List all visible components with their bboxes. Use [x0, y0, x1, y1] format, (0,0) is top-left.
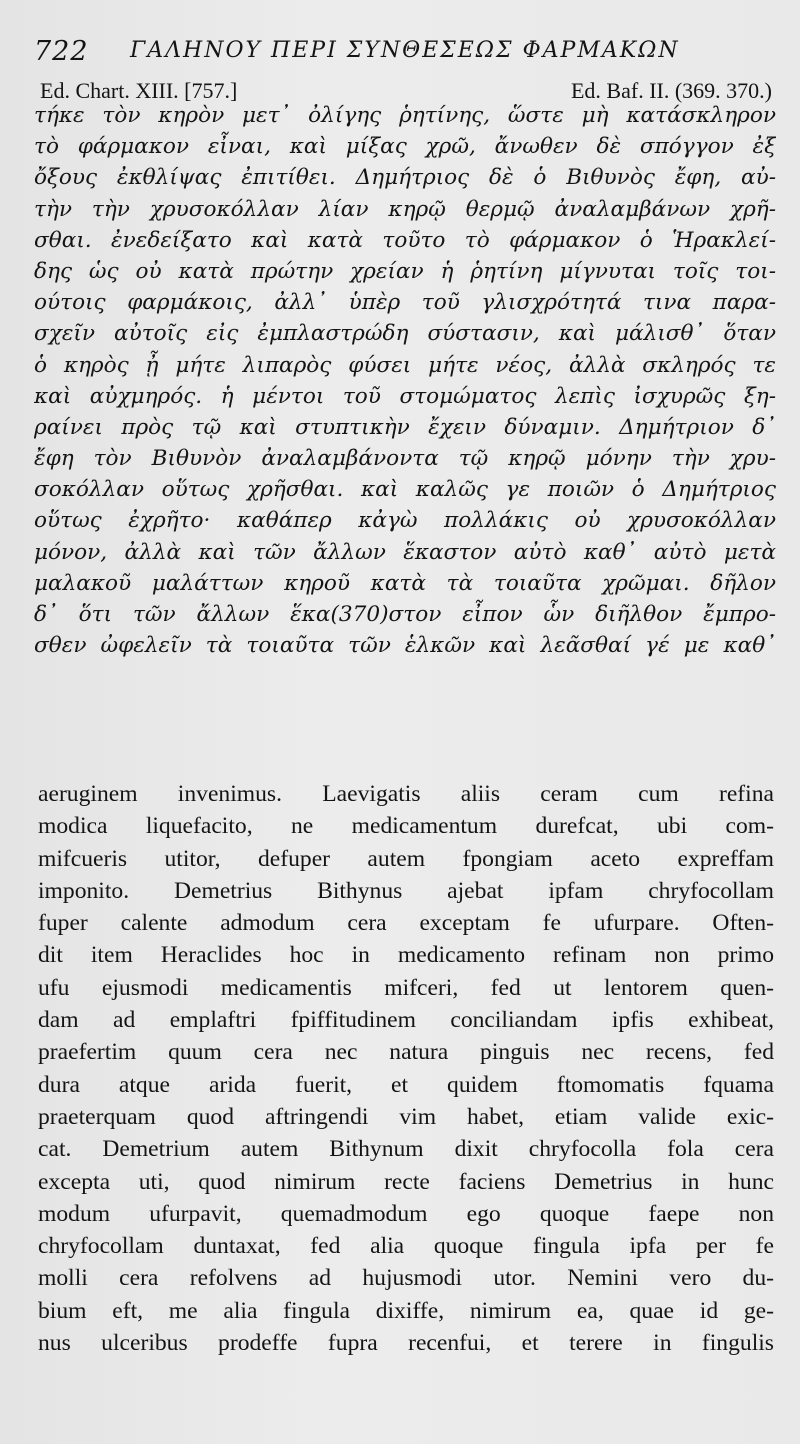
latin-text-line: molli cera refolvens ad hujusmodi utor. Nemini vero du- [38, 1265, 774, 1292]
latin-text-line: ufu ejusmodi medicamentis mifceri, fed ut lentorem quen- [38, 974, 774, 1001]
greek-text-line: δης ὡς οὐ κατὰ πρώτην χρείαν ἡ ῥητίνη μίγνυται τοῖς τοι- [34, 258, 776, 284]
latin-text-line: excepta uti, quod nimirum recte faciens Demetrius in hunc [38, 1168, 774, 1195]
greek-text-line: ούτοις φαρμάκοις, ἀλλ᾽ ὑπὲρ τοῦ γλισχρότητά τινα παρα- [34, 290, 776, 316]
latin-text-line: dit item Heraclides hoc in medicamento refinam non primo [38, 942, 774, 969]
latin-text-block [38, 778, 774, 1359]
greek-text-line: μαλακοῦ μαλάττων κηροῦ κατὰ τὰ τοιαῦτα χρῶμαι. δῆλον [34, 570, 776, 596]
greek-text-line: σθαι. ἐνεδείξατο καὶ κατὰ τοῦτο τὸ φάρμακον ὁ Ἡρακλεί- [34, 227, 776, 253]
latin-text-line: modum ufurpavit, quemadmodum ego quoque faepe non [38, 1200, 774, 1227]
latin-text-line: praefertim quum cera nec natura pinguis nec recens, fed [38, 1039, 774, 1066]
latin-text-line: nus ulceribus prodeffe fupra recenfui, et terere in fingulis [38, 1330, 774, 1357]
latin-text-line: praeterquam quod aftringendi vim habet, etiam valide exic- [38, 1103, 774, 1130]
greek-text-block [34, 100, 776, 661]
greek-text-line: σχεῖν αὐτοῖς εἰς ἐμπλαστρώδη σύστασιν, καὶ μάλισθ᾽ ὅταν [34, 321, 776, 347]
greek-text-line: ὁ κηρὸς ᾖ μήτε λιπαρὸς φύσει μήτε νέος, ἀλλὰ σκληρός τε [34, 352, 776, 378]
greek-text-line: καὶ αὐχμηρός. ἡ μέντοι τοῦ στομώματος λεπὶς ἰσχυρῶς ξη- [34, 383, 776, 409]
running-head [34, 32, 772, 68]
latin-text-line: mifcueris utitor, defuper autem fpongiam aceto expreffam [38, 845, 774, 872]
latin-text-line: aeruginem invenimus. Laevigatis aliis ceram cum refina [38, 781, 774, 807]
greek-text-line: οὕτως ἐχρῆτο· καθάπερ κἀγὼ πολλάκις οὐ χρυσοκόλλαν [34, 508, 776, 534]
edition-basel-reference: Ed. Baf. II. (369. 370.) [570, 78, 772, 103]
greek-text-line: σθεν ὠφελεῖν τὰ τοιαῦτα τῶν ἑλκῶν καὶ λεᾶσθαί γέ με καθ᾽ [34, 633, 776, 659]
latin-text-line: imponito. Demetrius Bithynus ajebat ipfam chryfocollam [38, 877, 774, 904]
latin-text-line: modica liquefacito, ne medicamentum durefcat, ubi com- [38, 813, 774, 840]
greek-text-line: δ᾽ ὅτι τῶν ἄλλων ἕκα(370)στον εἶπον ὧν διῆλθον ἔμπρο- [34, 602, 776, 627]
latin-text-line: cat. Demetrium autem Bithynum dixit chryfocolla fola cera [38, 1136, 774, 1163]
greek-text-line: σοκόλλαν οὕτως χρῆσθαι. καὶ καλῶς γε ποιῶν ὁ Δημήτριος [34, 477, 776, 503]
greek-text-line: τὴν τὴν χρυσοκόλλαν λίαν κηρῷ θερμῷ ἀναλαμβάνων χρῆ- [34, 196, 776, 222]
latin-text-line: bium eft, me alia fingula dixiffe, nimirum ea, quae id ge- [38, 1297, 774, 1324]
greek-text-line: τήκε τὸν κηρὸν μετ᾽ ὀλίγης ῥητίνης, ὥστε μὴ κατάσκληρον [34, 103, 776, 128]
greek-text-line: ἔφη τὸν Βιθυνὸν ἀναλαμβάνοντα τῷ κηρῷ μόνην τὴν χρυ- [34, 446, 776, 472]
greek-text-line: μόνον, ἀλλὰ καὶ τῶν ἄλλων ἕκαστον αὐτὸ καθ᾽ αὐτὸ μετὰ [34, 539, 776, 565]
greek-text-line: ραίνει πρὸς τῷ καὶ στυπτικὴν ἔχειν δύναμιν. Δημήτριον δ᾽ [34, 414, 776, 440]
edition-chartier-reference: Ed. Chart. XIII. [757.] [40, 78, 238, 103]
latin-text-line: fuper calente admodum cera exceptam fe ufurpare. Often- [38, 910, 774, 937]
greek-text-line: τὸ φάρμακον εἶναι, καὶ μίξας χρῶ, ἄνωθεν δὲ σπόγγον ἐξ [34, 134, 776, 160]
latin-text-line: dura atque arida fuerit, et quidem ftomomatis fquama [38, 1071, 774, 1098]
page-number: 722 [34, 36, 89, 67]
greek-text-line: ὄξους ἐκθλίψας ἐπιτίθει. Δημήτριος δὲ ὁ Βιθυνὸς ἔφη, αὐ- [34, 165, 776, 191]
latin-text-line: chryfocollam duntaxat, fed alia quoque fingula ipfa per fe [38, 1233, 774, 1260]
running-title: ΓΑΛΗΝΟΥ ΠΕΡΙ ΣΥΝΘΕΣΕΩΣ ΦΑΡΜΑΚΩΝ [130, 38, 680, 63]
latin-text-line: dam ad emplaftri fpiffitudinem conciliandam ipfis exhibeat, [38, 1007, 774, 1034]
